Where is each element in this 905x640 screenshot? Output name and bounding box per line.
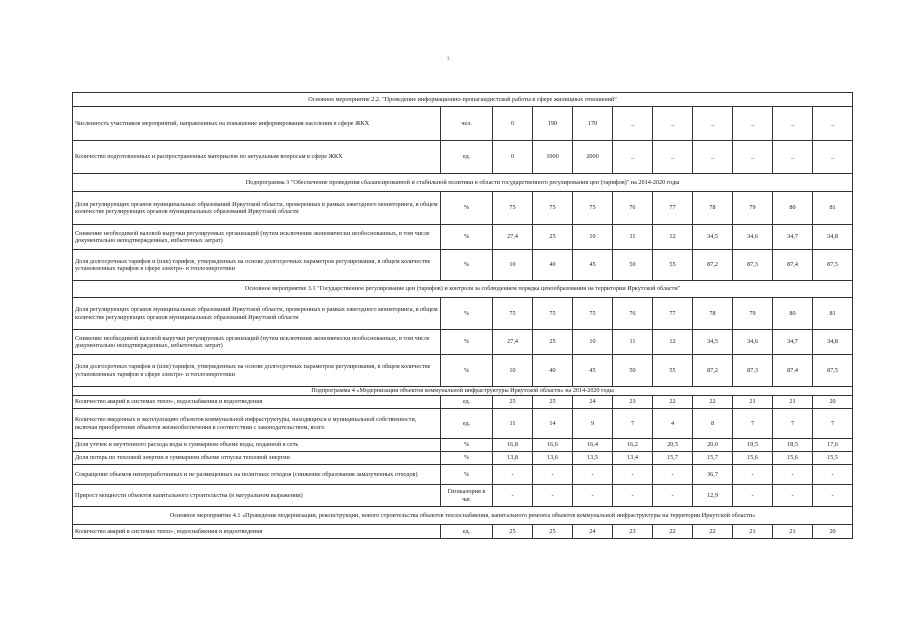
indicator-value: _ xyxy=(693,141,733,174)
indicator-value: _ xyxy=(733,107,773,141)
indicator-value: - xyxy=(773,465,813,485)
indicator-value: 16,4 xyxy=(573,439,613,452)
section-header: Подпрограмма 3 "Обеспечение проведения сбалансированной и стабильной политики в области государственного регулирования цен (тарифов)" на 2014-2020 годы xyxy=(73,174,853,192)
indicator-value: 80 xyxy=(773,192,813,225)
indicator-value: 21 xyxy=(773,396,813,409)
indicator-value: 79 xyxy=(733,298,773,330)
indicator-value: 77 xyxy=(653,192,693,225)
indicator-value: 87,4 xyxy=(773,250,813,281)
indicator-value: 76 xyxy=(613,192,653,225)
indicator-value: 50 xyxy=(613,250,653,281)
indicator-value: 20 xyxy=(813,396,853,409)
indicator-value: _ xyxy=(613,141,653,174)
indicator-value: 11 xyxy=(493,409,533,439)
indicator-name: Доля регулирующих органов муниципальных образований Иркутской области, проверенных в рамках ежегодного мониторинга, в общем количестве регулирующих органов муниципальных образований Иркутской области xyxy=(73,192,441,225)
indicator-value: _ xyxy=(653,107,693,141)
section-header-row xyxy=(73,281,853,298)
indicator-value: 40 xyxy=(533,355,573,387)
indicator-value: 10 xyxy=(493,355,533,387)
indicator-value: 25 xyxy=(493,525,533,539)
indicator-value: 190 xyxy=(533,107,573,141)
indicator-value: 34,8 xyxy=(813,330,853,355)
indicator-value: 7 xyxy=(773,409,813,439)
indicator-value: - xyxy=(733,485,773,507)
indicator-value: 75 xyxy=(573,298,613,330)
indicator-value: 45 xyxy=(573,355,613,387)
indicator-value: 27,4 xyxy=(493,225,533,250)
indicator-value: 15,7 xyxy=(653,452,693,465)
table-row xyxy=(73,355,853,387)
indicator-value: - xyxy=(733,465,773,485)
indicator-value: 21 xyxy=(733,396,773,409)
indicator-value: 4 xyxy=(653,409,693,439)
indicator-value: _ xyxy=(733,141,773,174)
table-row xyxy=(73,485,853,507)
indicator-value: 7 xyxy=(613,409,653,439)
indicator-value: 75 xyxy=(533,298,573,330)
indicator-unit: чел. xyxy=(441,107,493,141)
indicator-value: 12 xyxy=(653,225,693,250)
indicator-value: - xyxy=(493,465,533,485)
indicator-value: 87,3 xyxy=(733,355,773,387)
indicator-unit: ед. xyxy=(441,396,493,409)
indicator-value: - xyxy=(653,485,693,507)
indicator-value: 77 xyxy=(653,298,693,330)
indicators-table xyxy=(72,92,853,539)
indicator-name: Снижение необходимой валовой выручки регулируемых организаций (путем исключения экономически необоснованных, в том числе документально неподтвержденных, избыточных затрат) xyxy=(73,225,441,250)
section-header: Подпрограмма 4 «Модернизация объектов коммунальной инфраструктуры Иркутской области» на 2014-2020 годы xyxy=(73,387,853,396)
indicator-value: 16,8 xyxy=(493,439,533,452)
indicator-unit: % xyxy=(441,225,493,250)
indicator-value: 15,6 xyxy=(733,452,773,465)
indicator-name: Количество аварий в системах тепло-, водоснабжения и водоотведения xyxy=(73,396,441,409)
indicator-value: 34,5 xyxy=(693,225,733,250)
table-row xyxy=(73,409,853,439)
indicator-value: 16,2 xyxy=(613,439,653,452)
indicator-value: 11 xyxy=(613,225,653,250)
indicator-value: _ xyxy=(773,141,813,174)
indicator-value: 25 xyxy=(533,330,573,355)
indicator-value: 20,5 xyxy=(653,439,693,452)
indicator-value: 75 xyxy=(493,192,533,225)
indicator-name: Количество подготовленных и распространенных материалов по актуальным вопросам в сфере ЖКХ xyxy=(73,141,441,174)
indicator-value: 2000 xyxy=(573,141,613,174)
indicator-value: 15,7 xyxy=(693,452,733,465)
indicator-value: 27,4 xyxy=(493,330,533,355)
indicator-value: 20 xyxy=(813,525,853,539)
indicator-value: 24 xyxy=(573,525,613,539)
indicator-value: 10 xyxy=(573,225,613,250)
indicator-unit: Гигакалория в час xyxy=(441,485,493,507)
indicator-value: 25 xyxy=(533,525,573,539)
indicator-value: 13,6 xyxy=(533,452,573,465)
indicator-unit: ед. xyxy=(441,141,493,174)
indicator-value: 12 xyxy=(653,330,693,355)
indicator-value: 25 xyxy=(533,225,573,250)
indicator-value: 81 xyxy=(813,298,853,330)
indicator-value: 14 xyxy=(533,409,573,439)
indicator-value: _ xyxy=(653,141,693,174)
section-header-row xyxy=(73,174,853,192)
indicator-unit: % xyxy=(441,452,493,465)
indicator-value: 17,6 xyxy=(813,439,853,452)
indicator-name: Численность участников мероприятий, направленных на повышение информирования населения в сфере ЖКХ xyxy=(73,107,441,141)
indicator-value: 36,7 xyxy=(693,465,733,485)
section-header-row xyxy=(73,507,853,525)
indicator-value: 22 xyxy=(653,525,693,539)
indicator-unit: % xyxy=(441,250,493,281)
indicator-value: 23 xyxy=(613,396,653,409)
table-row xyxy=(73,141,853,174)
indicator-value: 19,5 xyxy=(733,439,773,452)
indicator-name: Прирост мощности объектов капитального строительства (в натуральном выражении) xyxy=(73,485,441,507)
indicator-value: 75 xyxy=(493,298,533,330)
indicator-value: 25 xyxy=(493,396,533,409)
table-row xyxy=(73,192,853,225)
indicator-value: 81 xyxy=(813,192,853,225)
indicator-name: Доля долгосрочных тарифов и (или) тарифов, утвержденных на основе долгосрочных параметров регулирования, в общем количестве установленных тарифов в сфере электро- и теплоэнергетики xyxy=(73,250,441,281)
indicator-value: 7 xyxy=(733,409,773,439)
indicator-name: Доля потерь по тепловой энергии в суммарном объеме отпуска тепловой энергии xyxy=(73,452,441,465)
indicator-value: 10 xyxy=(573,330,613,355)
indicator-value: 75 xyxy=(573,192,613,225)
indicator-value: - xyxy=(653,465,693,485)
indicator-value: 170 xyxy=(573,107,613,141)
indicator-name: Снижение необходимой валовой выручки регулируемых организаций (путем исключения экономически необоснованных, в том числе документально неподтвержденных, избыточных затрат) xyxy=(73,330,441,355)
table-row xyxy=(73,298,853,330)
section-header: Основное мероприятие 3.1 "Государственное регулирование цен (тарифов) и контроля за соблюдением порядка ценообразования на территории Иркутской области" xyxy=(73,281,853,298)
indicator-value: 87,5 xyxy=(813,355,853,387)
indicator-value: 87,5 xyxy=(813,250,853,281)
section-header-row xyxy=(73,93,853,107)
indicator-value: 11 xyxy=(613,330,653,355)
indicator-value: 55 xyxy=(653,355,693,387)
indicator-value: 8 xyxy=(693,409,733,439)
indicator-value: _ xyxy=(613,107,653,141)
indicator-unit: % xyxy=(441,465,493,485)
indicator-value: 34,5 xyxy=(693,330,733,355)
indicator-value: 10 xyxy=(493,250,533,281)
indicator-value: 50 xyxy=(613,355,653,387)
indicator-name: Количество аварий в системах тепло-, водоснабжения и водоотведения xyxy=(73,525,441,539)
table-row xyxy=(73,107,853,141)
indicator-value: 0 xyxy=(493,141,533,174)
indicator-value: - xyxy=(613,465,653,485)
indicator-value: 80 xyxy=(773,298,813,330)
indicator-unit: ед. xyxy=(441,525,493,539)
indicator-unit: % xyxy=(441,298,493,330)
indicator-value: 87,4 xyxy=(773,355,813,387)
indicator-value: - xyxy=(773,485,813,507)
indicator-value: - xyxy=(813,465,853,485)
page-number: 3 xyxy=(447,57,450,62)
indicator-value: 23 xyxy=(613,525,653,539)
indicator-value: 21 xyxy=(773,525,813,539)
indicator-value: 34,7 xyxy=(773,225,813,250)
indicator-value: 13,8 xyxy=(493,452,533,465)
indicator-value: 40 xyxy=(533,250,573,281)
indicator-value: _ xyxy=(813,141,853,174)
indicator-value: 18,5 xyxy=(773,439,813,452)
indicator-value: _ xyxy=(813,107,853,141)
indicator-value: 34,6 xyxy=(733,330,773,355)
indicator-value: 22 xyxy=(693,396,733,409)
indicator-value: 1000 xyxy=(533,141,573,174)
section-header: Основное мероприятие 4.1 «Проведение модернизации, реконструкции, нового строительства объектов теплоснабжения, капитального ремонта объектов коммунальной инфраструктуры на территории Иркутской области» xyxy=(73,507,853,525)
indicator-unit: % xyxy=(441,355,493,387)
indicator-unit: ед. xyxy=(441,409,493,439)
indicator-value: - xyxy=(813,485,853,507)
indicator-value: 34,8 xyxy=(813,225,853,250)
indicator-value: 22 xyxy=(653,396,693,409)
indicator-value: 76 xyxy=(613,298,653,330)
indicator-value: 15,5 xyxy=(813,452,853,465)
table-row xyxy=(73,452,853,465)
indicator-value: 55 xyxy=(653,250,693,281)
indicator-value: 34,6 xyxy=(733,225,773,250)
indicator-name: Доля долгосрочных тарифов и (или) тарифов, утвержденных на основе долгосрочных параметров регулирования, в общем количестве установленных тарифов в сфере электро- и теплоэнергетики xyxy=(73,355,441,387)
table-row xyxy=(73,225,853,250)
indicator-value: _ xyxy=(773,107,813,141)
indicator-unit: % xyxy=(441,439,493,452)
table-row xyxy=(73,396,853,409)
indicator-value: 12,9 xyxy=(693,485,733,507)
section-header: Основное мероприятие 2.2. "Проведение информационно-пропагандистской работы в сфере жилищных отношений" xyxy=(73,93,853,107)
indicator-value: - xyxy=(573,465,613,485)
table-row xyxy=(73,250,853,281)
indicator-value: 21 xyxy=(733,525,773,539)
indicator-value: 9 xyxy=(573,409,613,439)
indicator-value: - xyxy=(533,485,573,507)
indicator-value: 78 xyxy=(693,192,733,225)
indicator-value: - xyxy=(493,485,533,507)
indicator-name: Доля утечек и неучтенного расхода воды в суммарном объеме воды, поданной в сеть xyxy=(73,439,441,452)
indicator-value: 87,2 xyxy=(693,355,733,387)
indicator-value: 16,6 xyxy=(533,439,573,452)
section-header-row xyxy=(73,387,853,396)
indicator-name: Сокращение объемов непереработанных и не размещенных на полигонах отходов (снижение образования замазученных отходов) xyxy=(73,465,441,485)
indicator-unit: % xyxy=(441,330,493,355)
indicator-value: 87,2 xyxy=(693,250,733,281)
indicator-value: 34,7 xyxy=(773,330,813,355)
indicator-value: 79 xyxy=(733,192,773,225)
indicator-value: 20,0 xyxy=(693,439,733,452)
indicator-unit: % xyxy=(441,192,493,225)
indicator-value: 25 xyxy=(533,396,573,409)
indicator-name: Доля регулирующих органов муниципальных образований Иркутской области, проверенных в рамках ежегодного мониторинга, в общем количестве регулирующих органов муниципальных образований Иркутской области xyxy=(73,298,441,330)
indicator-value: 45 xyxy=(573,250,613,281)
table-row xyxy=(73,439,853,452)
indicator-value: 15,6 xyxy=(773,452,813,465)
indicator-value: 13,5 xyxy=(573,452,613,465)
indicator-value: 0 xyxy=(493,107,533,141)
indicator-value: 22 xyxy=(693,525,733,539)
indicator-value: 7 xyxy=(813,409,853,439)
table-row xyxy=(73,330,853,355)
indicator-value: 87,3 xyxy=(733,250,773,281)
indicator-value: - xyxy=(613,485,653,507)
indicator-value: 78 xyxy=(693,298,733,330)
table-row xyxy=(73,465,853,485)
indicator-value: 75 xyxy=(533,192,573,225)
indicator-value: - xyxy=(533,465,573,485)
indicator-value: 24 xyxy=(573,396,613,409)
indicator-value: 13,4 xyxy=(613,452,653,465)
indicator-name: Количество введенных в эксплуатацию объектов коммунальной инфраструктуры, находящихся в муниципальной собственности, включая приобретение объектов жизнеобеспечения в соответствии с законодательством, всего xyxy=(73,409,441,439)
table-row xyxy=(73,525,853,539)
indicator-value: _ xyxy=(693,107,733,141)
indicator-value: - xyxy=(573,485,613,507)
